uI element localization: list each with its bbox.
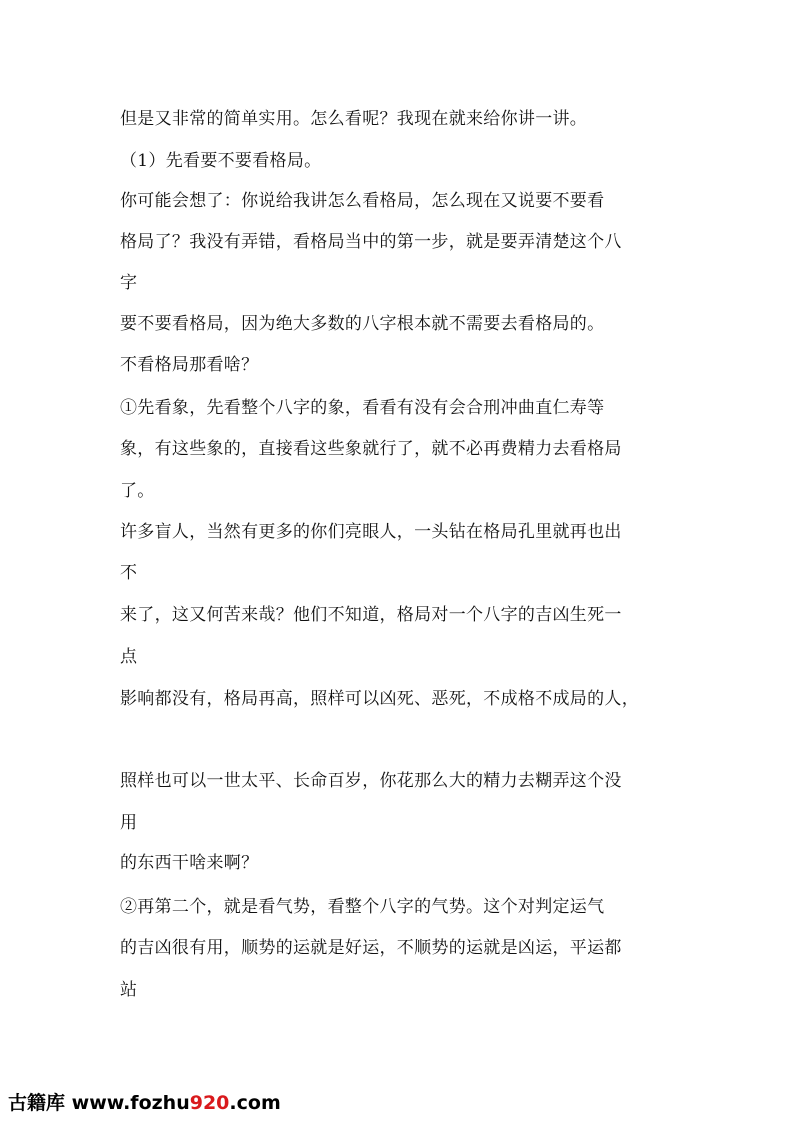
text-line: 影响都没有，格局再高，照样可以凶死、恶死，不成格不成局的人， (120, 689, 639, 709)
watermark-url (72, 1092, 281, 1114)
text-line: 你可能会想了：你说给我讲怎么看格局，怎么现在又说要不要看 (120, 191, 605, 211)
text-line: 来了，这又何苦来哉？他们不知道，格局对一个八字的吉凶生死一 (120, 605, 622, 625)
watermark-url-prefix: www.fozhu (71, 1092, 190, 1114)
text-line: 用 (120, 813, 138, 833)
text-line: 点 (120, 647, 138, 667)
watermark-site-name: 古籍库 (8, 1092, 66, 1114)
text-line: 的东西干啥来啊？ (120, 853, 259, 873)
text-line: 照样也可以一世太平、长命百岁，你花那么大的精力去糊弄这个没 (120, 771, 622, 791)
text-line: ①先看象，先看整个八字的象，看看有没有会合刑冲曲直仁寿等 (120, 398, 605, 418)
section-heading: （1）先看要不要看格局。 (120, 151, 322, 171)
text-line: 许多盲人，当然有更多的你们亮眼人，一头钻在格局孔里就再也出 (120, 522, 622, 542)
text-line: 格局了？我没有弄错，看格局当中的第一步，就是要弄清楚这个八 (120, 232, 622, 252)
text-line: 了。 (120, 481, 155, 501)
text-line: 不 (120, 563, 138, 583)
text-line: 站 (120, 980, 138, 1000)
watermark-url-suffix: .com (229, 1092, 281, 1114)
text-line: ②再第二个，就是看气势，看整个八字的气势。这个对判定运气 (120, 897, 605, 917)
watermark (8, 1090, 281, 1116)
watermark-url-number: 920 (189, 1092, 230, 1114)
text-line: 的吉凶很有用，顺势的运就是好运，不顺势的运就是凶运，平运都 (120, 938, 622, 958)
text-line: 但是又非常的简单实用。怎么看呢？我现在就来给你讲一讲。 (120, 109, 588, 129)
text-line: 不看格局那看啥？ (120, 355, 259, 375)
text-line: 象，有这些象的，直接看这些象就行了，就不必再费精力去看格局 (120, 439, 622, 459)
text-line: 要不要看格局，因为绝大多数的八字根本就不需要去看格局的。 (120, 314, 605, 334)
text-line: 字 (120, 273, 138, 293)
